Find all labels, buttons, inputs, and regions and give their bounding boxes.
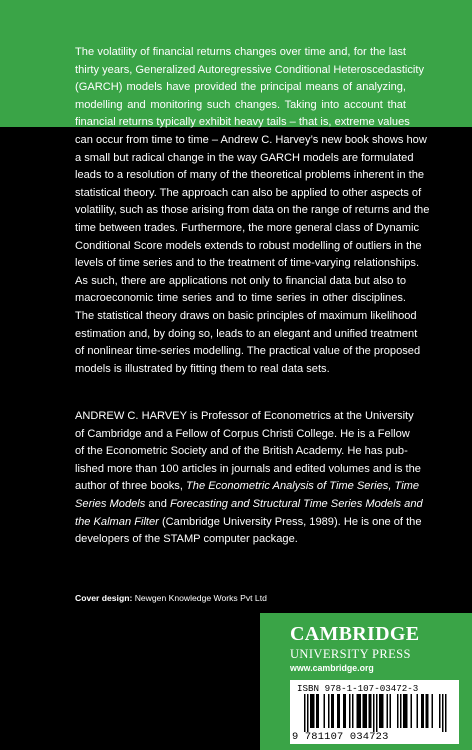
- barcode-bar: [304, 694, 306, 732]
- cover-design-credit: [75, 593, 267, 603]
- barcode-bar: [316, 694, 318, 728]
- book-title: Series Models: [75, 497, 146, 510]
- bio-line: lished more than 100 articles in journals and edited volumes and is the: [75, 462, 421, 475]
- description-line: levels of time series and to the treatment of time-varying relationships.: [75, 257, 420, 270]
- barcode-bar: [442, 694, 444, 732]
- barcode-bar: [360, 694, 362, 728]
- barcode-bar: [357, 694, 359, 728]
- barcode-icon: [294, 694, 455, 732]
- barcode-bar: [363, 694, 365, 728]
- description-line: statistical theory. The approach can also be applied to other aspects of: [75, 186, 422, 199]
- barcode-bar: [376, 694, 378, 732]
- barcode-bar: [405, 694, 407, 728]
- credit-value: Newgen Knowledge Works Pvt Ltd: [132, 593, 267, 603]
- barcode-bar: [318, 694, 320, 728]
- barcode-bar: [324, 694, 326, 728]
- barcode-bar: [426, 694, 428, 728]
- barcode-bar: [343, 694, 345, 728]
- barcode-bar: [379, 694, 381, 728]
- barcode-bar: [364, 694, 366, 728]
- barcode-bar: [406, 694, 408, 728]
- book-title: Forecasting and Structural Time Series Models and: [169, 497, 423, 510]
- barcode-bar: [337, 694, 339, 728]
- description-line: thirty years, Generalized Autoregressive Conditional Heteroscedasticity: [75, 63, 425, 76]
- barcode-bar: [310, 694, 312, 728]
- bio-line: of the Econometric Society and of the British Academy. He has pub-: [75, 445, 408, 458]
- description-line: estimation and, by doing so, leads to an elegant and unified treatment: [75, 327, 418, 340]
- description-line: models is illustrated by fitting them to real data sets.: [75, 362, 330, 375]
- publisher-box: [260, 613, 472, 750]
- barcode-bar: [397, 694, 399, 728]
- barcode-panel: [290, 680, 459, 744]
- barcode-bar: [432, 694, 434, 728]
- bio-line: developers of the STAMP computer package.: [75, 533, 298, 546]
- publisher-subtitle: UNIVERSITY PRESS: [290, 647, 411, 661]
- barcode-bar: [421, 694, 423, 728]
- barcode-bar: [439, 694, 441, 728]
- barcode-bar: [445, 694, 447, 732]
- credit-label: Cover design:: [75, 593, 133, 603]
- bio-line: of Cambridge and a Fellow of Corpus Christi College. He is a Fellow: [75, 427, 410, 440]
- book-description: [75, 44, 430, 378]
- description-line: a small but radical change in the way GARCH models are formulated: [75, 151, 414, 164]
- barcode-bar: [390, 694, 392, 728]
- barcode-bar: [370, 694, 372, 728]
- description-line: time between trades. Furthermore, the more general class of Dynamic: [75, 221, 420, 234]
- isbn-label: ISBN 978-1-107-03472-3: [297, 683, 419, 694]
- barcode-bar: [349, 694, 351, 728]
- description-line: The volatility of financial returns changes over time and, for the last: [75, 46, 406, 58]
- barcode-bar: [411, 694, 413, 728]
- barcode-bar: [403, 694, 405, 728]
- description-line: financial returns typically exhibit heavy tails – that is, extreme values: [75, 116, 410, 129]
- barcode-bar: [345, 694, 347, 728]
- barcode-bar: [427, 694, 429, 728]
- barcode-bar: [387, 694, 389, 728]
- book-title: the Kalman Filter: [75, 515, 159, 528]
- description-line: can occur from time to time – Andrew C. Harvey’s new book shows how: [75, 133, 427, 146]
- description-line: of nonlinear time-series modelling. The practical value of the proposed: [75, 345, 421, 358]
- barcode-bar: [369, 694, 371, 728]
- barcode-bar: [313, 694, 315, 728]
- barcode-bar: [333, 694, 335, 728]
- description-line: macroeconomic time series and to time series in other disciplines.: [75, 292, 406, 305]
- publisher-url: www.cambridge.org: [290, 663, 374, 673]
- barcode-bar: [307, 694, 309, 732]
- barcode-bar: [331, 694, 333, 728]
- barcode-bar: [339, 694, 341, 728]
- ean-digits: 9 781107 034723: [292, 731, 389, 743]
- description-line: modelling and monitoring such changes. Taking into account that: [75, 98, 406, 111]
- barcode-bar: [312, 694, 314, 728]
- barcode-bar: [417, 694, 419, 728]
- barcode-bar: [382, 694, 384, 728]
- bio-line: Series Models and Forecasting and Structural Time Series Models and: [75, 497, 423, 510]
- barcode-bar: [358, 694, 360, 728]
- barcode-bar: [400, 694, 402, 728]
- description-line: leads to a resolution of many of the theoretical problems inherent in the: [75, 169, 425, 182]
- description-line: As such, there are applications not only to financial data but also to: [75, 274, 406, 287]
- book-title: The Econometric Analysis of Time Series, Time: [186, 480, 420, 493]
- barcode-bar: [423, 694, 425, 728]
- description-line: (GARCH) models have provided the principal means of analyzing,: [75, 81, 406, 94]
- bio-line: author of three books, The Econometric Analysis of Time Series, Time: [75, 480, 420, 493]
- barcode-bar: [328, 694, 330, 728]
- publisher-logo-name: CAMBRIDGE: [290, 623, 420, 645]
- description-line: volatility, such as those arising from data on the range of returns and the: [75, 204, 430, 217]
- barcode-bar: [381, 694, 383, 728]
- author-biography: [75, 408, 423, 549]
- bio-line: the Kalman Filter (Cambridge University Press, 1989). He is one of the: [75, 515, 422, 528]
- description-line: Conditional Score models extends to robust modelling of outliers in the: [75, 239, 422, 252]
- barcode-bar: [366, 694, 368, 728]
- bio-line: ANDREW C. HARVEY is Professor of Econometrics at the University: [75, 410, 414, 422]
- description-line: The statistical theory draws on basic principles of maximum likelihood: [75, 309, 417, 322]
- barcode-bar: [373, 694, 375, 732]
- barcode-bar: [352, 694, 354, 728]
